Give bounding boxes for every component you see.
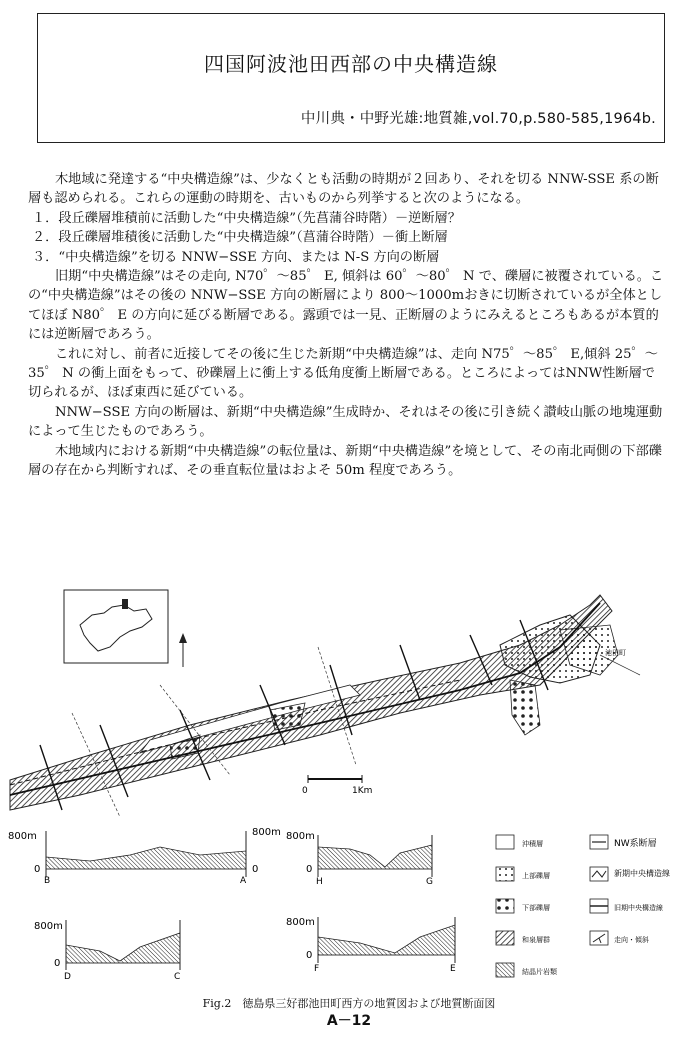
list-item-3: ３．“中央構造線”を切る NNW−SSE 方向、または N-S 方向の断層 <box>32 249 440 265</box>
section-f-e <box>286 917 456 974</box>
legend-strike-dip: 走向・傾斜 <box>614 936 649 944</box>
town-label: 池田町 <box>605 649 626 657</box>
legend-lower-gravel: 下部礫層 <box>522 904 550 912</box>
section-dc-top: 800m <box>34 921 63 932</box>
legend-upper-gravel: 上部礫層 <box>522 872 550 880</box>
section-ba-left: B <box>44 876 51 886</box>
section-hg-left: H <box>316 877 323 887</box>
citation: 中川典・中野光雄:地質雑,vol.70,p.580-585,1964b. <box>300 111 656 127</box>
legend-nw-fault: NW系断層 <box>614 839 657 849</box>
paragraph-1: 木地域に発達する“中央構造線”は、少なくとも活動の時期が２回あり、それを切る NNW-SSE 系の断層も認められる。これらの運動の時期を、古いものから列挙すると次のようになる。 <box>28 172 659 207</box>
legend-alluvium: 沖積層 <box>522 840 543 848</box>
section-fe-left: F <box>314 964 320 974</box>
legend-new-mtl: 新期中央構造線 <box>614 869 670 878</box>
section-hg-top: 800m <box>286 831 315 842</box>
paper-title: 四国阿波池田西部の中央構造線 <box>204 52 498 76</box>
inset-map <box>64 590 168 663</box>
legend <box>496 835 670 977</box>
section-ba-rzero: 0 <box>252 864 259 875</box>
legend-izumi-group: 和泉層群 <box>522 936 550 944</box>
section-ba-top: 800m <box>8 831 37 842</box>
section-hg-zero: 0 <box>306 864 313 875</box>
section-b-a <box>8 827 281 886</box>
title-box <box>37 13 665 143</box>
paragraph-2: 旧期“中央構造線”はその走向, N70゜～85゜ E, 傾斜は 60゜～80゜ N で、礫層に被覆されている。この“中央構造線”はその後の NNW−SSE 方向の断層により 800～1000mおきに切断されているが全体としてほぼ N80゜ E の方向に延びる断層である。露頭では一見、正断層のようにみえるところもあるが本質的には逆断層であろう。 <box>28 269 664 343</box>
section-fe-right: E <box>450 964 456 974</box>
body-text <box>28 170 668 481</box>
section-d-c <box>34 920 180 982</box>
page-number: A－12 <box>326 1013 372 1029</box>
section-dc-right: C <box>174 972 181 982</box>
scale-zero: 0 <box>302 786 308 796</box>
list-item-2: ２．段丘礫層堆積後に活動した“中央構造線”（菖蒲谷時階）－衝上断層 <box>32 230 448 246</box>
section-fe-zero: 0 <box>306 950 313 961</box>
legend-crystalline-schist: 結晶片岩類 <box>522 968 557 976</box>
section-hg-right: G <box>426 877 433 887</box>
north-arrow-icon <box>179 633 187 667</box>
section-ba-right: A <box>240 876 247 886</box>
section-fe-top: 800m <box>286 917 315 928</box>
figure-caption: Fig.2 徳島県三好郡池田町西方の地質図および地質断面図 <box>202 997 496 1010</box>
paragraph-4: NNW−SSE 方向の断層は、新期“中央構造線”生成時か、それはその後に引き続く讃岐山脈の地塊運動によって生じたものであろう。 <box>28 404 663 440</box>
section-ba-zero: 0 <box>34 864 41 875</box>
section-ba-rtop: 800m <box>252 827 281 838</box>
legend-old-mtl: 旧期中央構造線 <box>614 904 663 912</box>
geologic-figure <box>0 585 698 995</box>
section-h-g <box>286 831 433 887</box>
section-dc-left: D <box>64 972 71 982</box>
scale-1km: 1Km <box>352 786 373 796</box>
section-dc-zero: 0 <box>54 958 61 969</box>
paragraph-5: 木地域内における新期“中央構造線”の転位量は、新期“中央構造線”を境として、その南北両側の下部礫層の存在から判断すれば、その垂直転位量はおよそ 50m 程度であろう。 <box>28 443 662 479</box>
list-item-1: １．段丘礫層堆積前に活動した“中央構造線”（先菖蒲谷時階）－逆断層？ <box>32 210 461 226</box>
scale-bar <box>302 775 372 796</box>
paragraph-3: これに対し、前者に近接してその後に生じた新期“中央構造線”は、走向 N75゜～85゜ E,傾斜 25゜～35゜ N の衝上面をもって、砂礫層上に衝上する低角度衝上断層である。ところによってはNNW性断層で切られるが、ほぼ東西に延びている。 <box>28 346 658 401</box>
